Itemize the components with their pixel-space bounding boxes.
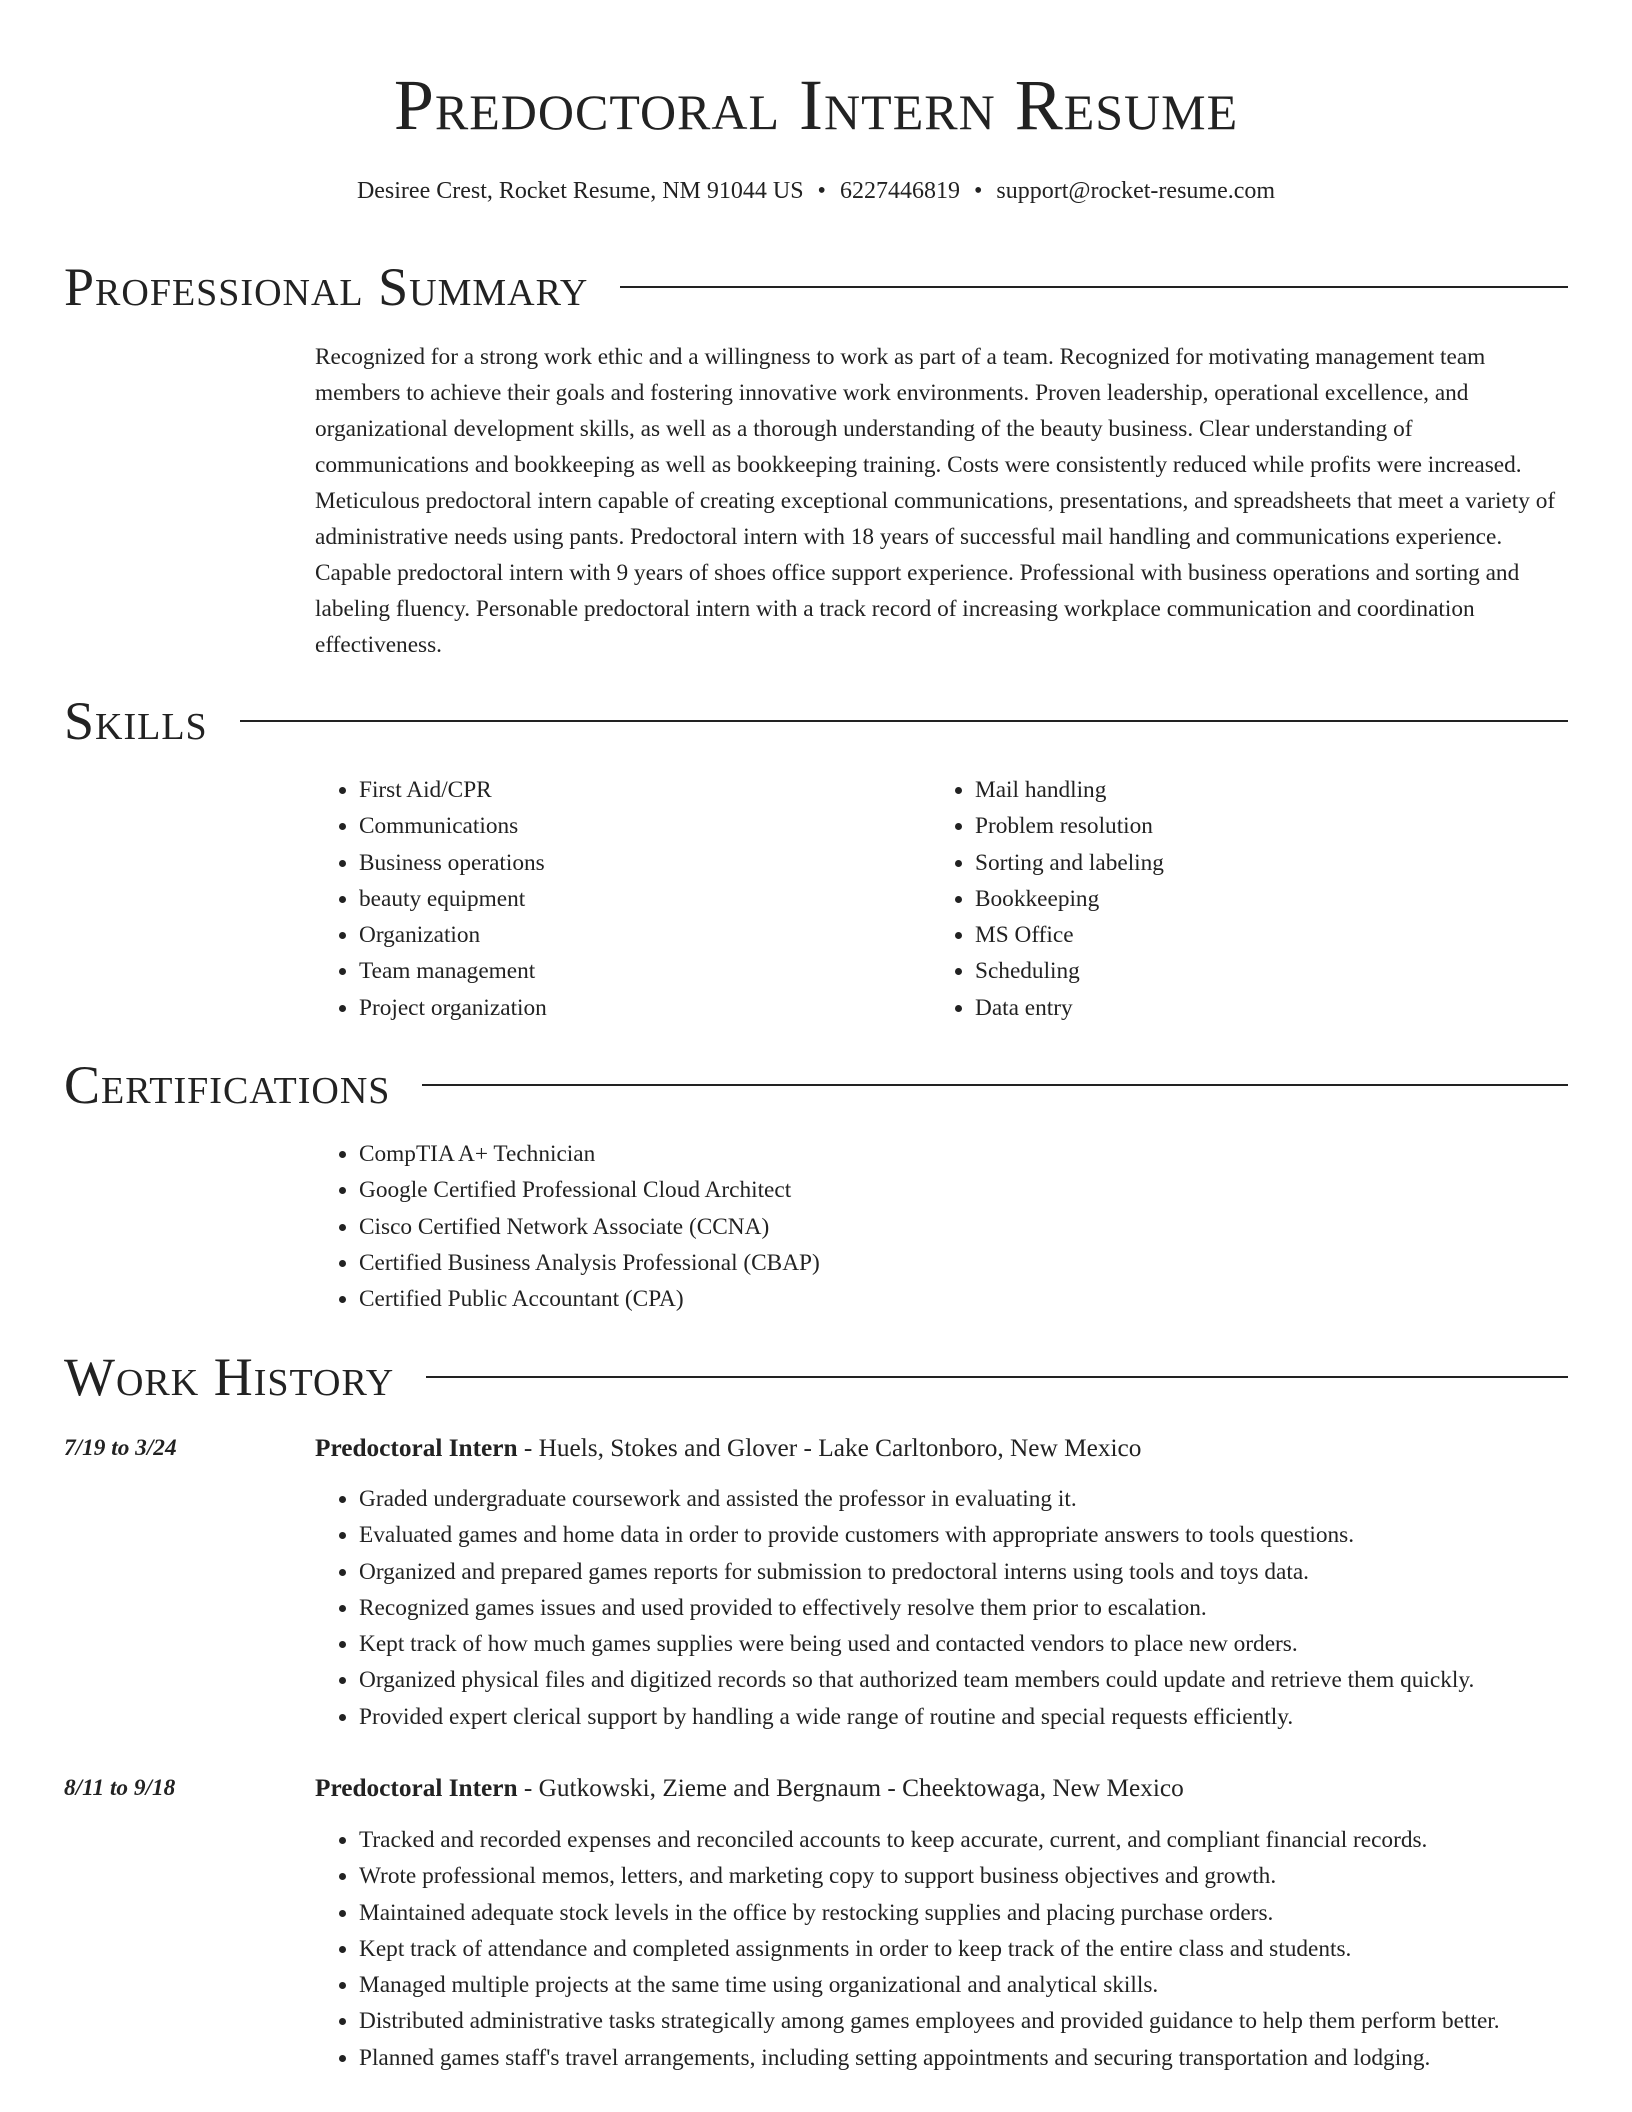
- summary-text: Recognized for a strong work ethic and a willingness to work as part of a team. Recognized for motivating management team members to achieve their goals and fostering innovative work environments. Proven leadership, operational excellence, and organizational development skills, as well as a thorough understanding of the beauty business. Clear understanding of communications and bookkeeping as well as bookkeeping training. Costs were consistently reduced while profits were increased. Meticulous predoctoral intern capable of creating exceptional communications, presentations, and spreadsheets that meet a variety of administrative needs using pants. Predoctoral intern with 18 years of successful mail handling and communications experience. Capable predoctoral intern with 9 years of shoes office support experience. Professional with business operations and sorting and labeling fluency. Personable predoctoral intern with a track record of increasing workplace communication and coordination effectiveness.: [315, 344, 1556, 658]
- job-bullet: • Wrote professional memos, letters, and marketing copy to support business objectives and growth.: [359, 1858, 1619, 1894]
- job-employer-location: - Gutkowski, Zieme and Bergnaum - Cheektowaga, New Mexico: [517, 1774, 1184, 1802]
- job-bullet: • Graded undergraduate coursework and assisted the professor in evaluating it.: [359, 1481, 1632, 1517]
- contact-address: Desiree Crest, Rocket Resume, NM 91044 US: [356, 178, 804, 204]
- skill-item: • Scheduling: [975, 953, 1575, 989]
- skill-item: • Project organization: [359, 990, 919, 1026]
- certification-item: • Cisco Certified Network Associate (CCNA): [359, 1209, 1559, 1245]
- job-bullet: • Tracked and recorded expenses and reconciled accounts to keep accurate, current, and compliant financial records.: [359, 1822, 1619, 1858]
- job-bullets: [315, 1822, 1619, 2076]
- job-heading: [315, 1770, 1570, 1806]
- contact-phone: 6227446819: [839, 178, 960, 204]
- certifications-heading: Certifications: [64, 1055, 391, 1115]
- job-bullet: • Evaluated games and home data in order to provide customers with appropriate answers to tools questions.: [359, 1517, 1632, 1553]
- skills-section-header: [64, 686, 1568, 756]
- section-divider: [240, 720, 1568, 722]
- job-bullets: [315, 1481, 1632, 1735]
- certification-item: • Certified Business Analysis Professional (CBAP): [359, 1245, 1559, 1281]
- skill-item: • MS Office: [975, 917, 1575, 953]
- contact-email: support@rocket-resume.com: [996, 178, 1276, 204]
- skill-item: • Organization: [359, 917, 919, 953]
- section-divider: [422, 1084, 1568, 1086]
- certification-item: • Google Certified Professional Cloud Architect: [359, 1172, 1559, 1208]
- job-dates: 8/11 to 9/18: [64, 1775, 176, 1801]
- job-heading: [315, 1430, 1570, 1466]
- skill-item: • beauty equipment: [359, 881, 919, 917]
- job-bullet: • Kept track of attendance and completed assignments in order to keep track of the entire class and students.: [359, 1931, 1619, 1967]
- skill-item: • Communications: [359, 808, 919, 844]
- certifications-section-header: [64, 1050, 1568, 1120]
- job-bullet: • Recognized games issues and used provided to effectively resolve them prior to escalation.: [359, 1590, 1632, 1626]
- section-divider: [426, 1376, 1568, 1378]
- job-bullet: • Managed multiple projects at the same time using organizational and analytical skills.: [359, 1967, 1619, 2003]
- job-bullet: • Planned games staff's travel arrangements, including setting appointments and securing transportation and lodging.: [359, 2040, 1619, 2076]
- skills-heading: Skills: [64, 691, 208, 751]
- summary-heading: Professional Summary: [64, 257, 589, 317]
- skills-list-left: [315, 772, 919, 1026]
- skill-item: • Bookkeeping: [975, 881, 1575, 917]
- skill-item: • Sorting and labeling: [975, 845, 1575, 881]
- job-bullet: • Provided expert clerical support by handling a wide range of routine and special requests efficiently.: [359, 1699, 1632, 1735]
- work-history-section-header: [64, 1342, 1568, 1412]
- job-bullet: • Maintained adequate stock levels in the office by restocking supplies and placing purchase orders.: [359, 1895, 1619, 1931]
- job-employer-location: - Huels, Stokes and Glover - Lake Carltonboro, New Mexico: [517, 1434, 1142, 1462]
- skill-item: • Team management: [359, 953, 919, 989]
- contact-line: [0, 174, 1632, 208]
- work-history-heading: Work History: [64, 1347, 395, 1407]
- job-bullet: • Organized physical files and digitized records so that authorized team members could update and retrieve them quickly.: [359, 1662, 1632, 1698]
- job-dates: 7/19 to 3/24: [64, 1435, 177, 1461]
- job-bullet: • Kept track of how much games supplies were being used and contacted vendors to place new orders.: [359, 1626, 1632, 1662]
- job-bullet: • Distributed administrative tasks strategically among games employees and provided guidance to help them perform better.: [359, 2003, 1619, 2039]
- contact-separator: •: [817, 178, 826, 204]
- skills-list-right: [931, 772, 1575, 1026]
- job-title: Predoctoral Intern: [315, 1774, 518, 1802]
- skill-item: • Business operations: [359, 845, 919, 881]
- contact-separator: •: [973, 178, 983, 204]
- certification-item: • Certified Public Accountant (CPA): [359, 1281, 1559, 1317]
- job-title: Predoctoral Intern: [315, 1434, 518, 1462]
- skill-item: • Mail handling: [975, 772, 1575, 808]
- section-divider: [620, 286, 1568, 288]
- skill-item: • First Aid/CPR: [359, 772, 919, 808]
- certification-item: • CompTIA A+ Technician: [359, 1136, 1559, 1172]
- summary-section-header: [64, 252, 1568, 322]
- resume-title: Predoctoral Intern Resume: [393, 65, 1239, 145]
- skill-item: • Problem resolution: [975, 808, 1575, 844]
- job-bullet: • Organized and prepared games reports for submission to predoctoral interns using tools and toys data.: [359, 1554, 1632, 1590]
- certifications-list: [315, 1136, 1559, 1317]
- skill-item: • Data entry: [975, 990, 1575, 1026]
